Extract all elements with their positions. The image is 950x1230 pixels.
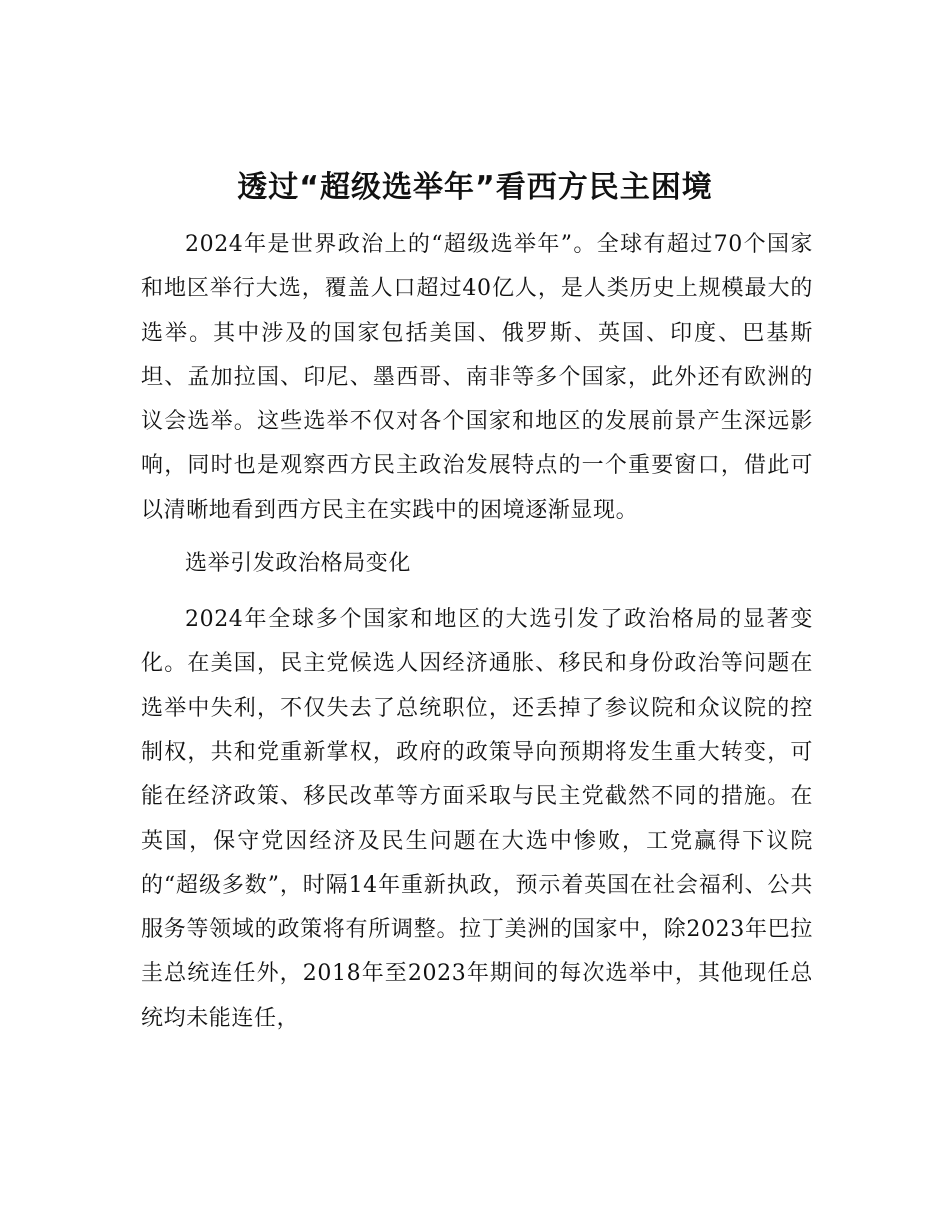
intro-paragraph: 2024年是世界政治上的“超级选举年”。全球有超过70个国家和地区举行大选，覆盖人口超过40亿人，是人类历史上规模最大的选举。其中涉及的国家包括美国、俄罗斯、英国、印度、巴基斯坦、孟加拉国、印尼、墨西哥、南非等多个国家，此外还有欧洲的议会选举。这些选举不仅对各个国家和地区的发展前景产生深远影响，同时也是观察西方民主政治发展特点的一个重要窗口，借此可以清晰地看到西方民主在实践中的困境逐渐显现。	[141, 232, 813, 523]
document-body	[141, 223, 813, 1041]
section-heading: 选举引发政治格局变化	[185, 551, 412, 577]
paragraph-gap	[141, 533, 813, 542]
section-paragraph: 2024年全球多个国家和地区的大选引发了政治格局的显著变化。在美国，民主党候选人因经济通胀、移民和身份政治等问题在选举中失利，不仅失去了总统职位，还丢掉了参议院和众议院的控制权，共和党重新掌权，政府的政策导向预期将发生重大转变，可能在经济政策、移民改革等方面采取与民主党截然不同的措施。在英国，保守党因经济及民生问题在大选中惨败，工党赢得下议院的“超级多数”，时隔14年重新执政，预示着英国在社会福利、公共服务等领域的政策将有所调整。拉丁美洲的国家中，除2023年巴拉圭总统连任外，2018年至2023年期间的每次选举中，其他现任总统均未能连任，	[141, 607, 813, 1031]
document-title: 透过“超级选举年”看西方民主困境	[237, 170, 713, 205]
